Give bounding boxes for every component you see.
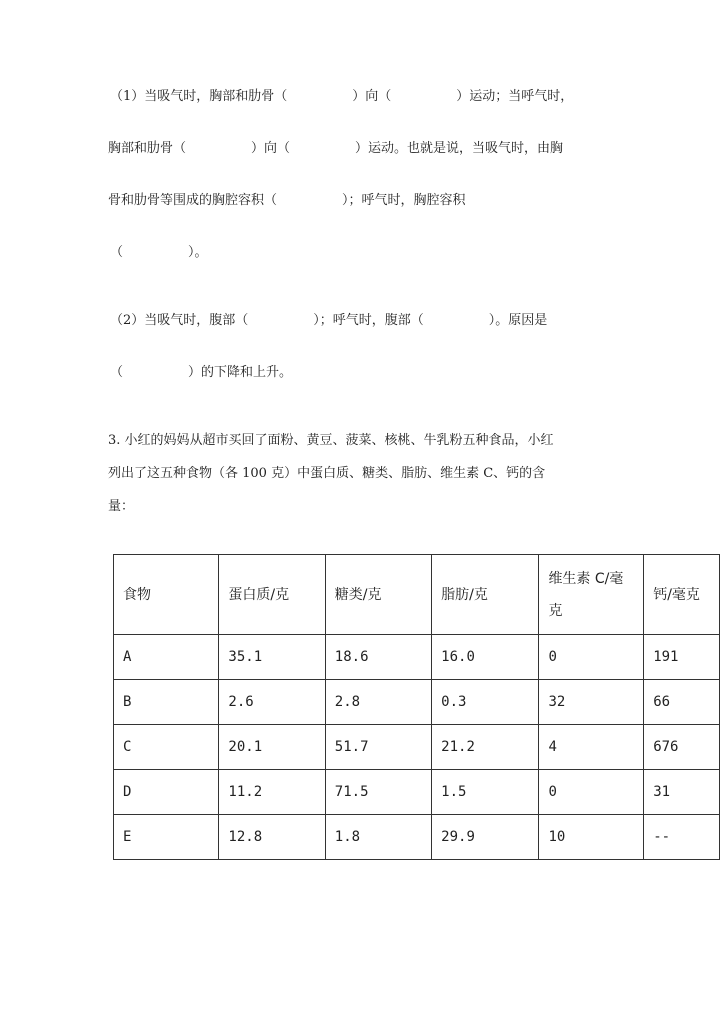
table-row [114, 635, 720, 680]
cell-vitamin-c: 0 [539, 635, 644, 680]
cell-sugar: 2.8 [325, 680, 431, 725]
cell-protein: 12.8 [219, 815, 325, 860]
text-line: 骨和肋骨等围成的胸腔容积（ ）；呼气时，胸腔容积 [108, 193, 466, 208]
header-calcium: 钙/毫克 [644, 555, 720, 635]
cell-vitamin-c: 10 [539, 815, 644, 860]
header-fat: 脂肪/克 [432, 555, 539, 635]
nutrition-table [113, 554, 720, 860]
cell-food: D [114, 770, 219, 815]
header-protein: 蛋白质/克 [219, 555, 325, 635]
text-line: 列出了这五种食物（各 100 克）中蛋白质、糖类、脂肪、维生素 C、钙的含 [108, 466, 546, 481]
table-row [114, 680, 720, 725]
text-line: （2）当吸气时，腹部（ ）；呼气时，腹部（ ）。原因是 [110, 313, 548, 328]
cell-vitamin-c: 32 [539, 680, 644, 725]
cell-calcium: 31 [644, 770, 720, 815]
text-line: （1）当吸气时，胸部和肋骨（ ）向（ ）运动；当呼气时， [110, 89, 574, 104]
cell-calcium: 191 [644, 635, 720, 680]
table-header-row [114, 555, 720, 635]
cell-protein: 11.2 [219, 770, 325, 815]
cell-calcium: -- [644, 815, 720, 860]
cell-vitamin-c: 4 [539, 725, 644, 770]
text-line: （ ）。 [110, 245, 208, 260]
table-row [114, 815, 720, 860]
header-vitamin-c [539, 555, 644, 635]
header-vitamin-c-line2: 克 [548, 602, 563, 619]
table-row [114, 725, 720, 770]
cell-calcium: 66 [644, 680, 720, 725]
cell-vitamin-c: 0 [539, 770, 644, 815]
header-vitamin-c-line1: 维生素 C/毫 [548, 570, 624, 587]
table-row [114, 770, 720, 815]
header-food: 食物 [114, 555, 219, 635]
text-line: 胸部和肋骨（ ）向（ ）运动。也就是说，当吸气时，由胸 [108, 141, 564, 156]
cell-sugar: 18.6 [325, 635, 431, 680]
cell-fat: 21.2 [432, 725, 539, 770]
cell-fat: 29.9 [432, 815, 539, 860]
cell-sugar: 71.5 [325, 770, 431, 815]
text-line: （ ）的下降和上升。 [110, 365, 293, 380]
text-line: 3. 小红的妈妈从超市买回了面粉、黄豆、菠菜、核桃、牛乳粉五种食品，小红 [108, 433, 554, 448]
cell-fat: 0.3 [432, 680, 539, 725]
cell-fat: 1.5 [432, 770, 539, 815]
cell-calcium: 676 [644, 725, 720, 770]
cell-sugar: 1.8 [325, 815, 431, 860]
cell-food: C [114, 725, 219, 770]
cell-protein: 35.1 [219, 635, 325, 680]
cell-food: B [114, 680, 219, 725]
cell-food: E [114, 815, 219, 860]
cell-food: A [114, 635, 219, 680]
cell-sugar: 51.7 [325, 725, 431, 770]
cell-protein: 20.1 [219, 725, 325, 770]
cell-protein: 2.6 [219, 680, 325, 725]
header-sugar: 糖类/克 [325, 555, 431, 635]
cell-fat: 16.0 [432, 635, 539, 680]
text-line: 量： [108, 499, 135, 514]
